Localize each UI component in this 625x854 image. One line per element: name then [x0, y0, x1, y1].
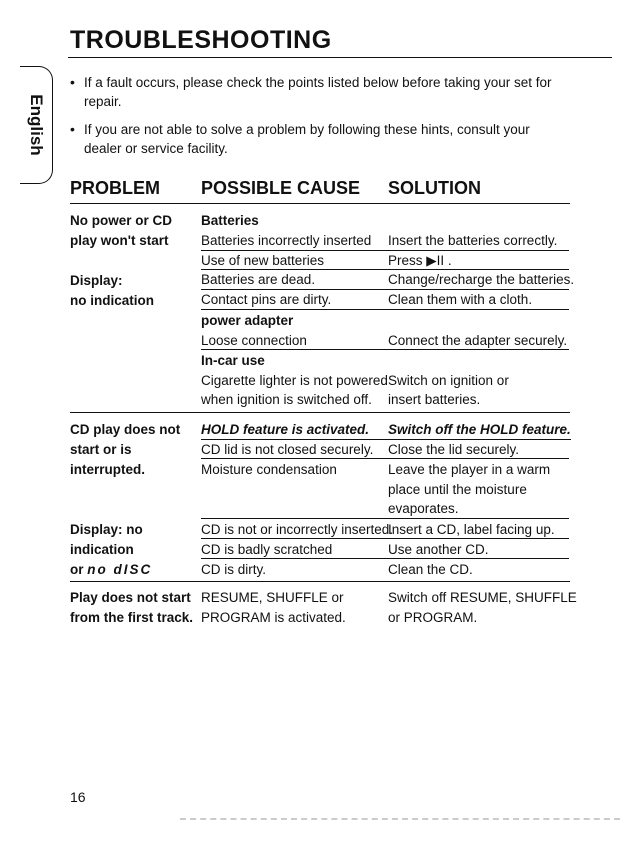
problem-label: [70, 560, 152, 580]
row-divider: [201, 538, 569, 539]
lcd-display-text: no dISC: [87, 562, 153, 577]
solution-text: Clean the CD.: [388, 562, 473, 577]
cause-group-heading: Batteries: [201, 213, 259, 228]
problem-label: Display: no: [70, 522, 143, 537]
cause-text: Cigarette lighter is not powered: [201, 373, 388, 388]
bullet-dot-icon: •: [70, 74, 75, 90]
problem-label: interrupted.: [70, 462, 146, 477]
header-problem: PROBLEM: [70, 178, 160, 198]
cause-group-heading: In-car use: [201, 353, 265, 368]
header-divider: [70, 203, 570, 204]
cause-text: Use of new batteries: [201, 253, 325, 268]
solution-text: Insert the batteries correctly.: [388, 233, 558, 248]
solution-text: Use another CD.: [388, 542, 489, 557]
row-divider: [201, 518, 569, 519]
solution-text: Switch on ignition or: [388, 373, 509, 388]
row-divider: [201, 309, 569, 310]
cause-text: CD is dirty.: [201, 562, 267, 577]
problem-label: Play does not start: [70, 590, 191, 605]
solution-text: insert batteries.: [388, 392, 481, 407]
page-title: TROUBLESHOOTING: [70, 26, 332, 54]
cause-text: Contact pins are dirty.: [201, 292, 332, 307]
row-divider: [201, 349, 569, 350]
header-possible-cause: POSSIBLE CAUSE: [201, 178, 361, 198]
problem-label: from the first track.: [70, 610, 194, 625]
solution-text: Close the lid securely.: [388, 442, 520, 457]
problem-label: no indication: [70, 293, 154, 308]
intro-bullet-text: If a fault occurs, please check the points listed below before taking your set for repair.: [84, 75, 552, 109]
scan-artifact: [180, 818, 620, 828]
solution-text: Clean them with a cloth.: [388, 292, 533, 307]
problem-label: CD play does not: [70, 422, 181, 437]
cause-text: when ignition is switched off.: [201, 392, 372, 407]
problem-label: Display:: [70, 273, 123, 288]
title-divider: [68, 57, 612, 58]
solution-text: Switch off RESUME, SHUFFLE: [388, 590, 577, 605]
section-divider: [70, 581, 570, 582]
solution-text: Change/recharge the batteries.: [388, 272, 575, 287]
cause-text: CD is not or incorrectly inserted.: [201, 522, 394, 537]
language-tab-label: English: [27, 94, 46, 156]
cause-text: Batteries incorrectly inserted: [201, 233, 372, 248]
solution-text: evaporates.: [388, 501, 459, 516]
cause-text: PROGRAM is activated.: [201, 610, 346, 625]
cause-text: RESUME, SHUFFLE or: [201, 590, 344, 605]
problem-label: start or is: [70, 442, 132, 457]
cause-text: Moisture condensation: [201, 462, 337, 477]
intro-bullet-text: If you are not able to solve a problem by following these hints, consult your dealer or service facility.: [84, 122, 530, 156]
cause-text: Batteries are dead.: [201, 272, 316, 287]
row-divider: [201, 558, 569, 559]
row-divider: [201, 458, 569, 459]
solution-text: Connect the adapter securely.: [388, 333, 568, 348]
intro-bullet-1: [70, 73, 554, 111]
cause-text: HOLD feature is activated.: [201, 422, 370, 437]
solution-text: or PROGRAM.: [388, 610, 478, 625]
solution-text: Insert a CD, label facing up.: [388, 522, 555, 537]
cause-text: CD lid is not closed securely.: [201, 442, 374, 457]
problem-label: play won't start: [70, 233, 169, 248]
page-number: 16: [70, 789, 86, 805]
problem-label: No power or CD: [70, 213, 173, 228]
cause-text: Loose connection: [201, 333, 307, 348]
solution-text: Press ▶II .: [388, 253, 452, 268]
intro-bullet-2: [70, 120, 554, 158]
cause-text: CD is badly scratched: [201, 542, 333, 557]
bullet-dot-icon: •: [70, 121, 75, 137]
solution-text: place until the moisture: [388, 482, 527, 497]
solution-text: Leave the player in a warm: [388, 462, 551, 477]
header-solution: SOLUTION: [388, 178, 481, 198]
cause-group-heading: power adapter: [201, 313, 294, 328]
language-tab: [20, 66, 53, 184]
problem-label-prefix: or: [70, 562, 84, 577]
section-divider: [70, 412, 570, 413]
solution-text: Switch off the HOLD feature.: [388, 422, 571, 437]
problem-label: indication: [70, 542, 134, 557]
